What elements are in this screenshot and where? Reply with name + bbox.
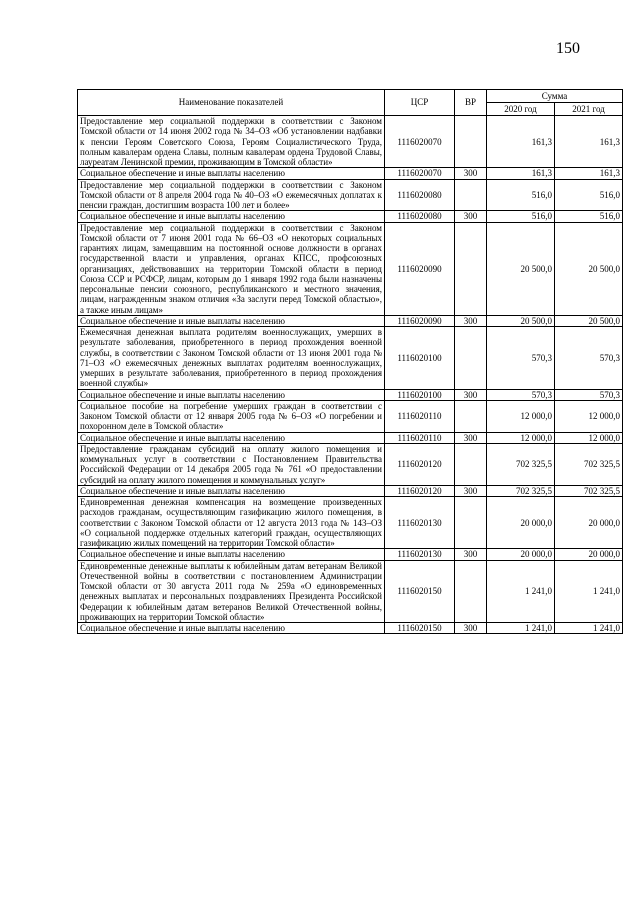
row-sum-2020: 12 000,0: [487, 400, 555, 432]
row-vr: 300: [455, 485, 487, 496]
row-csr: 1116020110: [385, 400, 455, 432]
row-csr: 1116020080: [385, 179, 455, 211]
row-sum-2021: 12 000,0: [555, 400, 623, 432]
row-csr: 1116020130: [385, 497, 455, 549]
row-csr: 1116020070: [385, 116, 455, 168]
table-row: [78, 623, 623, 634]
row-name: Социальное обеспечение и иные выплаты населению: [78, 485, 385, 496]
row-csr: 1116020080: [385, 211, 455, 222]
row-vr: 300: [455, 623, 487, 634]
row-csr: 1116020100: [385, 389, 455, 400]
row-vr: [455, 222, 487, 315]
row-name: Предоставление мер социальной поддержки в соответствии с Законом Томской области от 7 июня 2001 года № 66–ОЗ «О некоторых социальных гарантиях лицам, замещавшим на постоянной основе должности в органах государственной власти и управления, органах КПСС, профсоюзных организациях, действовавших на территории Томской области в период Союза ССР и РСФСР, лицам, которым до 1 января 1992 года были назначены персональные пенсии союзного, республиканского и местного значения, лицам, награжденным знаком отличия «За заслуги перед Томской областью», а также иным лицам»: [78, 222, 385, 315]
row-sum-2020: 702 325,5: [487, 485, 555, 496]
row-vr: 300: [455, 549, 487, 560]
row-sum-2021: 161,3: [555, 168, 623, 179]
row-name: Социальное пособие на погребение умерших граждан в соответствии с Законом Томской области от 12 января 2005 года № 6–ОЗ «О погребении и похоронном деле в Томской области»: [78, 400, 385, 432]
row-name: Единовременные денежные выплаты к юбилейным датам ветеранам Великой Отечественной войны в соответствии с постановлением Администрации Томской области от 30 августа 2011 года № 259а «О единовременных денежных выплатах и персональных поздравлениях Президента Российской Федерации к юбилейным датам ветеранов Великой Отечественной войны, проживающих на территории Томской области»: [78, 560, 385, 623]
row-name: Предоставление мер социальной поддержки в соответствии с Законом Томской области от 14 июня 2002 года № 34–ОЗ «Об установлении надбавки к пенсии Героям Советского Союза, Героям Социалистического Труда, полным кавалерам ордена Славы, полным кавалерам ордена Трудовой Славы, лауреатам Ленинской премии, проживающим в Томской области»: [78, 116, 385, 168]
row-name: Единовременная денежная компенсация на возмещение произведенных расходов гражданам, осуществляющим газификацию жилого помещения, в соответствии с Законом Томской области от 12 августа 2013 года № 143–ОЗ «О социальной поддержке отдельных категорий граждан, осуществляющих газификацию жилых помещений на территории Томской области»: [78, 497, 385, 549]
row-csr: 1116020090: [385, 222, 455, 315]
row-sum-2021: 1 241,0: [555, 560, 623, 623]
header-sum: Сумма: [487, 90, 623, 103]
row-sum-2020: 570,3: [487, 389, 555, 400]
row-sum-2020: 12 000,0: [487, 432, 555, 443]
row-sum-2020: 702 325,5: [487, 443, 555, 485]
row-vr: [455, 560, 487, 623]
row-vr: [455, 179, 487, 211]
table-row: [78, 116, 623, 168]
row-vr: 300: [455, 315, 487, 326]
row-csr: 1116020070: [385, 168, 455, 179]
row-vr: 300: [455, 168, 487, 179]
row-sum-2021: 702 325,5: [555, 485, 623, 496]
row-name: Социальное обеспечение и иные выплаты населению: [78, 211, 385, 222]
row-sum-2020: 161,3: [487, 168, 555, 179]
row-name: Социальное обеспечение и иные выплаты населению: [78, 623, 385, 634]
row-sum-2020: 1 241,0: [487, 623, 555, 634]
header-year-2020: 2020 год: [487, 103, 555, 116]
table-row: [78, 168, 623, 179]
row-vr: 300: [455, 389, 487, 400]
row-sum-2021: 20 000,0: [555, 549, 623, 560]
row-csr: 1116020150: [385, 560, 455, 623]
row-sum-2021: 161,3: [555, 116, 623, 168]
row-vr: [455, 497, 487, 549]
row-name: Социальное обеспечение и иные выплаты населению: [78, 549, 385, 560]
table-row: [78, 400, 623, 432]
row-name: Социальное обеспечение и иные выплаты населению: [78, 389, 385, 400]
row-sum-2020: 20 500,0: [487, 222, 555, 315]
header-csr: ЦСР: [385, 90, 455, 116]
row-sum-2021: 1 241,0: [555, 623, 623, 634]
row-sum-2020: 516,0: [487, 179, 555, 211]
row-sum-2020: 20 000,0: [487, 497, 555, 549]
table-row: [78, 560, 623, 623]
row-sum-2021: 570,3: [555, 327, 623, 390]
row-csr: 1116020100: [385, 327, 455, 390]
row-sum-2021: 12 000,0: [555, 432, 623, 443]
table-row: [78, 432, 623, 443]
row-sum-2021: 702 325,5: [555, 443, 623, 485]
row-csr: 1116020130: [385, 549, 455, 560]
table-row: [78, 485, 623, 496]
header-year-2021: 2021 год: [555, 103, 623, 116]
row-sum-2021: 570,3: [555, 389, 623, 400]
row-sum-2021: 516,0: [555, 179, 623, 211]
table-row: [78, 497, 623, 549]
row-vr: 300: [455, 432, 487, 443]
row-csr: 1116020110: [385, 432, 455, 443]
table-row: [78, 211, 623, 222]
row-sum-2021: 516,0: [555, 211, 623, 222]
row-name: Социальное обеспечение и иные выплаты населению: [78, 315, 385, 326]
row-vr: 300: [455, 211, 487, 222]
row-sum-2020: 161,3: [487, 116, 555, 168]
row-sum-2021: 20 000,0: [555, 497, 623, 549]
row-sum-2020: 570,3: [487, 327, 555, 390]
budget-table: [77, 89, 623, 634]
table-row: [78, 443, 623, 485]
row-csr: 1116020120: [385, 485, 455, 496]
row-vr: [455, 327, 487, 390]
row-sum-2020: 516,0: [487, 211, 555, 222]
table-row: [78, 315, 623, 326]
row-name: Предоставление гражданам субсидий на оплату жилого помещения и коммунальных услуг в соответствии с Постановлением Правительства Российской Федерации от 14 декабря 2005 года № 761 «О предоставлении субсидий на оплату жилого помещения и коммунальных услуг»: [78, 443, 385, 485]
table-row: [78, 222, 623, 315]
row-name: Предоставление мер социальной поддержки в соответствии с Законом Томской области от 8 апреля 2004 года № 40–ОЗ «О ежемесячных доплатах к пенсии граждан, достигшим возраста 100 лет и более»: [78, 179, 385, 211]
row-csr: 1116020150: [385, 623, 455, 634]
row-sum-2020: 20 000,0: [487, 549, 555, 560]
row-vr: [455, 443, 487, 485]
row-name: Социальное обеспечение и иные выплаты населению: [78, 168, 385, 179]
table-row: [78, 179, 623, 211]
header-vr: ВР: [455, 90, 487, 116]
row-csr: 1116020120: [385, 443, 455, 485]
row-vr: [455, 400, 487, 432]
table-row: [78, 327, 623, 390]
row-sum-2020: 20 500,0: [487, 315, 555, 326]
row-sum-2020: 1 241,0: [487, 560, 555, 623]
row-name: Социальное обеспечение и иные выплаты населению: [78, 432, 385, 443]
row-name: Ежемесячная денежная выплата родителям военнослужащих, умерших в результате заболевания, приобретенного в период прохождения военной службы, в соответствии с Законом Томской области от 13 июня 2001 года № 71–ОЗ «О ежемесячных денежных выплатах родителям военнослужащих, умерших в результате заболевания, приобретенного в период прохождения военной службы»: [78, 327, 385, 390]
row-sum-2021: 20 500,0: [555, 315, 623, 326]
row-vr: [455, 116, 487, 168]
page-number: 150: [556, 40, 580, 57]
row-csr: 1116020090: [385, 315, 455, 326]
row-sum-2021: 20 500,0: [555, 222, 623, 315]
table-row: [78, 549, 623, 560]
header-name: Наименование показателей: [78, 90, 385, 116]
table-row: [78, 389, 623, 400]
